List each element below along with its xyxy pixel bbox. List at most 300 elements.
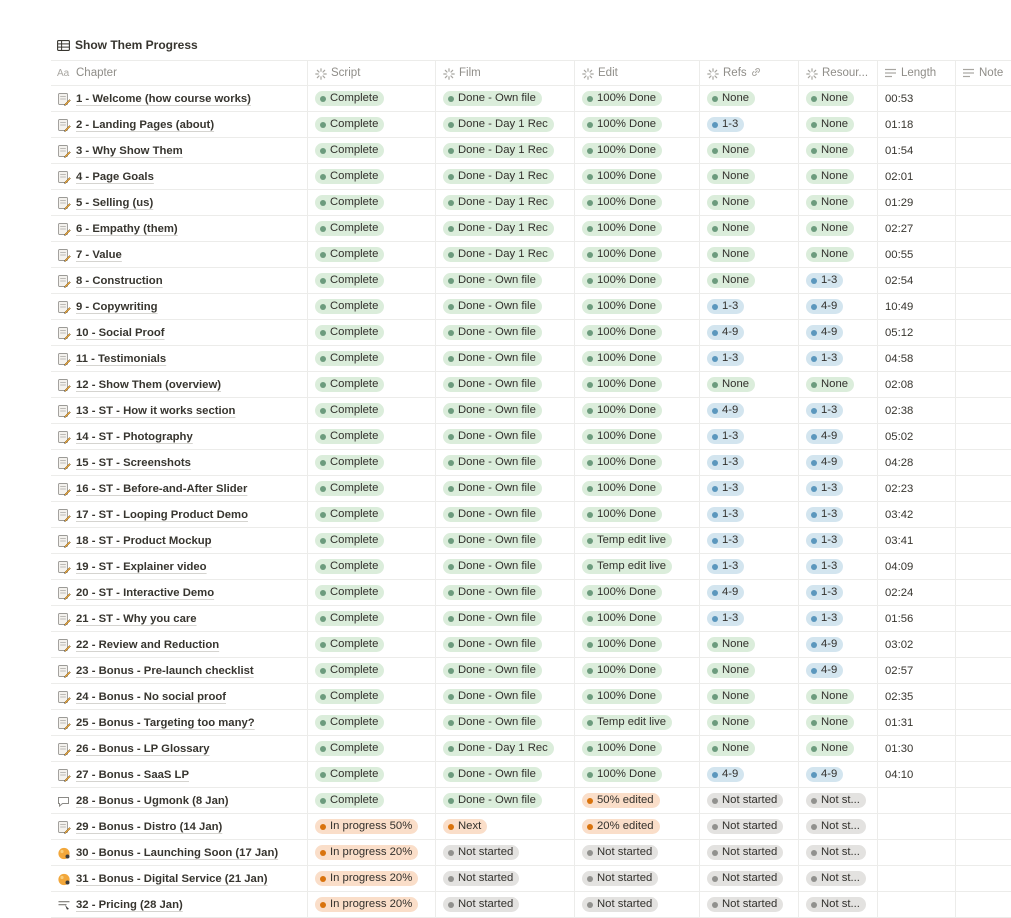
film-cell[interactable]	[436, 138, 575, 163]
note-cell[interactable]	[956, 138, 1011, 163]
note-cell[interactable]	[956, 268, 1011, 293]
film-cell[interactable]	[436, 632, 575, 657]
table-row[interactable]	[51, 710, 1011, 736]
chapter-title[interactable]: 7 - Value	[76, 248, 122, 261]
length-cell[interactable]	[878, 580, 956, 605]
script-cell[interactable]	[308, 320, 436, 345]
table-row[interactable]	[51, 658, 1011, 684]
note-cell[interactable]	[956, 476, 1011, 501]
edit-cell[interactable]	[575, 242, 700, 267]
chapter-cell[interactable]	[51, 112, 308, 137]
note-cell[interactable]	[956, 866, 1011, 891]
table-row[interactable]	[51, 736, 1011, 762]
chapter-title[interactable]: 22 - Review and Reduction	[76, 638, 220, 651]
resources-cell[interactable]	[799, 268, 878, 293]
resources-cell[interactable]	[799, 242, 878, 267]
table-row[interactable]	[51, 554, 1011, 580]
table-row[interactable]	[51, 164, 1011, 190]
table-row[interactable]	[51, 580, 1011, 606]
note-cell[interactable]	[956, 658, 1011, 683]
column-header-film[interactable]	[436, 61, 575, 85]
resources-cell[interactable]	[799, 164, 878, 189]
length-cell[interactable]	[878, 138, 956, 163]
script-cell[interactable]	[308, 606, 436, 631]
chapter-cell[interactable]	[51, 398, 308, 423]
chapter-title[interactable]: 15 - ST - Screenshots	[76, 456, 191, 469]
chapter-title[interactable]: 3 - Why Show Them	[76, 144, 183, 157]
length-cell[interactable]	[878, 86, 956, 111]
note-cell[interactable]	[956, 580, 1011, 605]
note-cell[interactable]	[956, 684, 1011, 709]
script-cell[interactable]	[308, 736, 436, 761]
film-cell[interactable]	[436, 242, 575, 267]
table-row[interactable]	[51, 892, 1011, 918]
note-cell[interactable]	[956, 112, 1011, 137]
script-cell[interactable]	[308, 450, 436, 475]
film-cell[interactable]	[436, 866, 575, 891]
note-cell[interactable]	[956, 216, 1011, 241]
edit-cell[interactable]	[575, 398, 700, 423]
script-cell[interactable]	[308, 554, 436, 579]
column-header-resour[interactable]	[799, 61, 878, 85]
chapter-title[interactable]: 21 - ST - Why you care	[76, 612, 197, 625]
length-cell[interactable]	[878, 398, 956, 423]
edit-cell[interactable]	[575, 268, 700, 293]
resources-cell[interactable]	[799, 762, 878, 787]
column-header-chapter[interactable]	[51, 61, 308, 85]
length-cell[interactable]	[878, 190, 956, 215]
script-cell[interactable]	[308, 346, 436, 371]
chapter-title[interactable]: 28 - Bonus - Ugmonk (8 Jan)	[76, 794, 229, 807]
chapter-title[interactable]: 19 - ST - Explainer video	[76, 560, 207, 573]
chapter-title[interactable]: 20 - ST - Interactive Demo	[76, 586, 215, 599]
resources-cell[interactable]	[799, 346, 878, 371]
chapter-cell[interactable]	[51, 164, 308, 189]
film-cell[interactable]	[436, 710, 575, 735]
resources-cell[interactable]	[799, 788, 878, 813]
edit-cell[interactable]	[575, 710, 700, 735]
table-row[interactable]	[51, 86, 1011, 112]
refs-cell[interactable]	[700, 554, 799, 579]
resources-cell[interactable]	[799, 892, 878, 917]
length-cell[interactable]	[878, 112, 956, 137]
refs-cell[interactable]	[700, 502, 799, 527]
resources-cell[interactable]	[799, 138, 878, 163]
table-row[interactable]	[51, 840, 1011, 866]
length-cell[interactable]	[878, 658, 956, 683]
table-row[interactable]	[51, 762, 1011, 788]
chapter-title[interactable]: 8 - Construction	[76, 274, 163, 287]
resources-cell[interactable]	[799, 294, 878, 319]
script-cell[interactable]	[308, 86, 436, 111]
refs-cell[interactable]	[700, 398, 799, 423]
table-row[interactable]	[51, 814, 1011, 840]
chapter-cell[interactable]	[51, 138, 308, 163]
film-cell[interactable]	[436, 398, 575, 423]
script-cell[interactable]	[308, 892, 436, 917]
chapter-title[interactable]: 4 - Page Goals	[76, 170, 154, 183]
refs-cell[interactable]	[700, 164, 799, 189]
chapter-cell[interactable]	[51, 658, 308, 683]
script-cell[interactable]	[308, 632, 436, 657]
chapter-title[interactable]: 14 - ST - Photography	[76, 430, 193, 443]
film-cell[interactable]	[436, 684, 575, 709]
chapter-title[interactable]: 26 - Bonus - LP Glossary	[76, 742, 210, 755]
chapter-cell[interactable]	[51, 840, 308, 865]
refs-cell[interactable]	[700, 606, 799, 631]
edit-cell[interactable]	[575, 346, 700, 371]
edit-cell[interactable]	[575, 840, 700, 865]
refs-cell[interactable]	[700, 632, 799, 657]
chapter-title[interactable]: 6 - Empathy (them)	[76, 222, 178, 235]
script-cell[interactable]	[308, 372, 436, 397]
film-cell[interactable]	[436, 268, 575, 293]
script-cell[interactable]	[308, 684, 436, 709]
film-cell[interactable]	[436, 372, 575, 397]
film-cell[interactable]	[436, 164, 575, 189]
chapter-cell[interactable]	[51, 632, 308, 657]
chapter-title[interactable]: 18 - ST - Product Mockup	[76, 534, 212, 547]
refs-cell[interactable]	[700, 320, 799, 345]
length-cell[interactable]	[878, 450, 956, 475]
chapter-cell[interactable]	[51, 476, 308, 501]
table-row[interactable]	[51, 138, 1011, 164]
note-cell[interactable]	[956, 190, 1011, 215]
script-cell[interactable]	[308, 814, 436, 839]
edit-cell[interactable]	[575, 216, 700, 241]
resources-cell[interactable]	[799, 216, 878, 241]
edit-cell[interactable]	[575, 450, 700, 475]
note-cell[interactable]	[956, 86, 1011, 111]
film-cell[interactable]	[436, 658, 575, 683]
resources-cell[interactable]	[799, 320, 878, 345]
chapter-cell[interactable]	[51, 450, 308, 475]
chapter-title[interactable]: 10 - Social Proof	[76, 326, 165, 339]
length-cell[interactable]	[878, 632, 956, 657]
table-row[interactable]	[51, 606, 1011, 632]
chapter-title[interactable]: 9 - Copywriting	[76, 300, 158, 313]
length-cell[interactable]	[878, 476, 956, 501]
table-row[interactable]	[51, 346, 1011, 372]
edit-cell[interactable]	[575, 814, 700, 839]
length-cell[interactable]	[878, 554, 956, 579]
note-cell[interactable]	[956, 788, 1011, 813]
length-cell[interactable]	[878, 372, 956, 397]
refs-cell[interactable]	[700, 372, 799, 397]
script-cell[interactable]	[308, 580, 436, 605]
refs-cell[interactable]	[700, 112, 799, 137]
script-cell[interactable]	[308, 528, 436, 553]
note-cell[interactable]	[956, 892, 1011, 917]
film-cell[interactable]	[436, 580, 575, 605]
table-row[interactable]	[51, 268, 1011, 294]
resources-cell[interactable]	[799, 840, 878, 865]
refs-cell[interactable]	[700, 294, 799, 319]
table-row[interactable]	[51, 788, 1011, 814]
edit-cell[interactable]	[575, 294, 700, 319]
refs-cell[interactable]	[700, 216, 799, 241]
film-cell[interactable]	[436, 86, 575, 111]
edit-cell[interactable]	[575, 86, 700, 111]
edit-cell[interactable]	[575, 632, 700, 657]
refs-cell[interactable]	[700, 580, 799, 605]
film-cell[interactable]	[436, 554, 575, 579]
refs-cell[interactable]	[700, 450, 799, 475]
chapter-cell[interactable]	[51, 788, 308, 813]
table-row[interactable]	[51, 372, 1011, 398]
chapter-cell[interactable]	[51, 346, 308, 371]
chapter-title[interactable]: 16 - ST - Before-and-After Slider	[76, 482, 248, 495]
film-cell[interactable]	[436, 736, 575, 761]
table-row[interactable]	[51, 866, 1011, 892]
chapter-title[interactable]: 2 - Landing Pages (about)	[76, 118, 215, 131]
chapter-cell[interactable]	[51, 502, 308, 527]
edit-cell[interactable]	[575, 736, 700, 761]
refs-cell[interactable]	[700, 476, 799, 501]
resources-cell[interactable]	[799, 814, 878, 839]
resources-cell[interactable]	[799, 190, 878, 215]
note-cell[interactable]	[956, 346, 1011, 371]
script-cell[interactable]	[308, 112, 436, 137]
script-cell[interactable]	[308, 268, 436, 293]
refs-cell[interactable]	[700, 86, 799, 111]
chapter-title[interactable]: 12 - Show Them (overview)	[76, 378, 222, 391]
column-header-script[interactable]	[308, 61, 436, 85]
length-cell[interactable]	[878, 710, 956, 735]
table-row[interactable]	[51, 320, 1011, 346]
chapter-title[interactable]: 29 - Bonus - Distro (14 Jan)	[76, 820, 223, 833]
chapter-cell[interactable]	[51, 216, 308, 241]
film-cell[interactable]	[436, 762, 575, 787]
edit-cell[interactable]	[575, 684, 700, 709]
note-cell[interactable]	[956, 710, 1011, 735]
table-row[interactable]	[51, 684, 1011, 710]
edit-cell[interactable]	[575, 580, 700, 605]
refs-cell[interactable]	[700, 138, 799, 163]
script-cell[interactable]	[308, 502, 436, 527]
refs-cell[interactable]	[700, 762, 799, 787]
table-row[interactable]	[51, 450, 1011, 476]
chapter-title[interactable]: 24 - Bonus - No social proof	[76, 690, 227, 703]
script-cell[interactable]	[308, 710, 436, 735]
refs-cell[interactable]	[700, 424, 799, 449]
length-cell[interactable]	[878, 528, 956, 553]
length-cell[interactable]	[878, 242, 956, 267]
edit-cell[interactable]	[575, 138, 700, 163]
refs-cell[interactable]	[700, 528, 799, 553]
chapter-title[interactable]: 31 - Bonus - Digital Service (21 Jan)	[76, 872, 268, 885]
script-cell[interactable]	[308, 476, 436, 501]
edit-cell[interactable]	[575, 762, 700, 787]
length-cell[interactable]	[878, 268, 956, 293]
chapter-title[interactable]: 5 - Selling (us)	[76, 196, 154, 209]
resources-cell[interactable]	[799, 658, 878, 683]
resources-cell[interactable]	[799, 112, 878, 137]
resources-cell[interactable]	[799, 736, 878, 761]
chapter-cell[interactable]	[51, 814, 308, 839]
note-cell[interactable]	[956, 450, 1011, 475]
chapter-cell[interactable]	[51, 762, 308, 787]
length-cell[interactable]	[878, 502, 956, 527]
refs-cell[interactable]	[700, 736, 799, 761]
refs-cell[interactable]	[700, 840, 799, 865]
chapter-cell[interactable]	[51, 684, 308, 709]
film-cell[interactable]	[436, 190, 575, 215]
resources-cell[interactable]	[799, 528, 878, 553]
resources-cell[interactable]	[799, 502, 878, 527]
chapter-cell[interactable]	[51, 736, 308, 761]
chapter-title[interactable]: 25 - Bonus - Targeting too many?	[76, 716, 255, 729]
script-cell[interactable]	[308, 658, 436, 683]
script-cell[interactable]	[308, 164, 436, 189]
resources-cell[interactable]	[799, 632, 878, 657]
resources-cell[interactable]	[799, 710, 878, 735]
column-header-refs[interactable]	[700, 61, 799, 85]
chapter-cell[interactable]	[51, 580, 308, 605]
script-cell[interactable]	[308, 138, 436, 163]
chapter-cell[interactable]	[51, 528, 308, 553]
chapter-cell[interactable]	[51, 242, 308, 267]
note-cell[interactable]	[956, 164, 1011, 189]
edit-cell[interactable]	[575, 892, 700, 917]
resources-cell[interactable]	[799, 476, 878, 501]
edit-cell[interactable]	[575, 502, 700, 527]
chapter-cell[interactable]	[51, 710, 308, 735]
edit-cell[interactable]	[575, 424, 700, 449]
length-cell[interactable]	[878, 424, 956, 449]
chapter-title[interactable]: 1 - Welcome (how course works)	[76, 92, 251, 105]
chapter-title[interactable]: 30 - Bonus - Launching Soon (17 Jan)	[76, 846, 279, 859]
chapter-cell[interactable]	[51, 268, 308, 293]
film-cell[interactable]	[436, 450, 575, 475]
note-cell[interactable]	[956, 398, 1011, 423]
edit-cell[interactable]	[575, 372, 700, 397]
chapter-title[interactable]: 32 - Pricing (28 Jan)	[76, 898, 183, 911]
column-header-note[interactable]	[956, 61, 1011, 85]
length-cell[interactable]	[878, 320, 956, 345]
column-header-length[interactable]	[878, 61, 956, 85]
note-cell[interactable]	[956, 814, 1011, 839]
chapter-title[interactable]: 11 - Testimonials	[76, 352, 167, 365]
edit-cell[interactable]	[575, 164, 700, 189]
chapter-cell[interactable]	[51, 554, 308, 579]
chapter-title[interactable]: 13 - ST - How it works section	[76, 404, 236, 417]
chapter-cell[interactable]	[51, 866, 308, 891]
note-cell[interactable]	[956, 736, 1011, 761]
script-cell[interactable]	[308, 762, 436, 787]
table-row[interactable]	[51, 476, 1011, 502]
edit-cell[interactable]	[575, 658, 700, 683]
chapter-title[interactable]: 23 - Bonus - Pre-launch checklist	[76, 664, 254, 677]
length-cell[interactable]	[878, 346, 956, 371]
note-cell[interactable]	[956, 606, 1011, 631]
note-cell[interactable]	[956, 554, 1011, 579]
refs-cell[interactable]	[700, 892, 799, 917]
column-header-edit[interactable]	[575, 61, 700, 85]
film-cell[interactable]	[436, 528, 575, 553]
chapter-cell[interactable]	[51, 372, 308, 397]
note-cell[interactable]	[956, 840, 1011, 865]
chapter-cell[interactable]	[51, 294, 308, 319]
chapter-title[interactable]: 17 - ST - Looping Product Demo	[76, 508, 248, 521]
film-cell[interactable]	[436, 320, 575, 345]
chapter-cell[interactable]	[51, 892, 308, 917]
refs-cell[interactable]	[700, 788, 799, 813]
resources-cell[interactable]	[799, 684, 878, 709]
length-cell[interactable]	[878, 814, 956, 839]
edit-cell[interactable]	[575, 788, 700, 813]
refs-cell[interactable]	[700, 658, 799, 683]
script-cell[interactable]	[308, 398, 436, 423]
table-row[interactable]	[51, 112, 1011, 138]
length-cell[interactable]	[878, 164, 956, 189]
film-cell[interactable]	[436, 424, 575, 449]
resources-cell[interactable]	[799, 554, 878, 579]
script-cell[interactable]	[308, 788, 436, 813]
note-cell[interactable]	[956, 320, 1011, 345]
resources-cell[interactable]	[799, 606, 878, 631]
chapter-cell[interactable]	[51, 190, 308, 215]
script-cell[interactable]	[308, 424, 436, 449]
chapter-cell[interactable]	[51, 606, 308, 631]
script-cell[interactable]	[308, 190, 436, 215]
refs-cell[interactable]	[700, 866, 799, 891]
script-cell[interactable]	[308, 242, 436, 267]
script-cell[interactable]	[308, 216, 436, 241]
table-row[interactable]	[51, 216, 1011, 242]
script-cell[interactable]	[308, 840, 436, 865]
edit-cell[interactable]	[575, 554, 700, 579]
film-cell[interactable]	[436, 476, 575, 501]
edit-cell[interactable]	[575, 476, 700, 501]
film-cell[interactable]	[436, 840, 575, 865]
edit-cell[interactable]	[575, 606, 700, 631]
edit-cell[interactable]	[575, 528, 700, 553]
note-cell[interactable]	[956, 372, 1011, 397]
table-row[interactable]	[51, 294, 1011, 320]
edit-cell[interactable]	[575, 866, 700, 891]
length-cell[interactable]	[878, 294, 956, 319]
length-cell[interactable]	[878, 606, 956, 631]
note-cell[interactable]	[956, 528, 1011, 553]
film-cell[interactable]	[436, 112, 575, 137]
film-cell[interactable]	[436, 814, 575, 839]
note-cell[interactable]	[956, 424, 1011, 449]
chapter-title[interactable]: 27 - Bonus - SaaS LP	[76, 768, 189, 781]
resources-cell[interactable]	[799, 424, 878, 449]
table-row[interactable]	[51, 398, 1011, 424]
script-cell[interactable]	[308, 294, 436, 319]
length-cell[interactable]	[878, 892, 956, 917]
film-cell[interactable]	[436, 216, 575, 241]
length-cell[interactable]	[878, 736, 956, 761]
note-cell[interactable]	[956, 242, 1011, 267]
script-cell[interactable]	[308, 866, 436, 891]
length-cell[interactable]	[878, 684, 956, 709]
resources-cell[interactable]	[799, 372, 878, 397]
film-cell[interactable]	[436, 606, 575, 631]
resources-cell[interactable]	[799, 450, 878, 475]
refs-cell[interactable]	[700, 814, 799, 839]
edit-cell[interactable]	[575, 112, 700, 137]
resources-cell[interactable]	[799, 398, 878, 423]
film-cell[interactable]	[436, 502, 575, 527]
refs-cell[interactable]	[700, 268, 799, 293]
length-cell[interactable]	[878, 840, 956, 865]
chapter-cell[interactable]	[51, 86, 308, 111]
refs-cell[interactable]	[700, 190, 799, 215]
resources-cell[interactable]	[799, 86, 878, 111]
